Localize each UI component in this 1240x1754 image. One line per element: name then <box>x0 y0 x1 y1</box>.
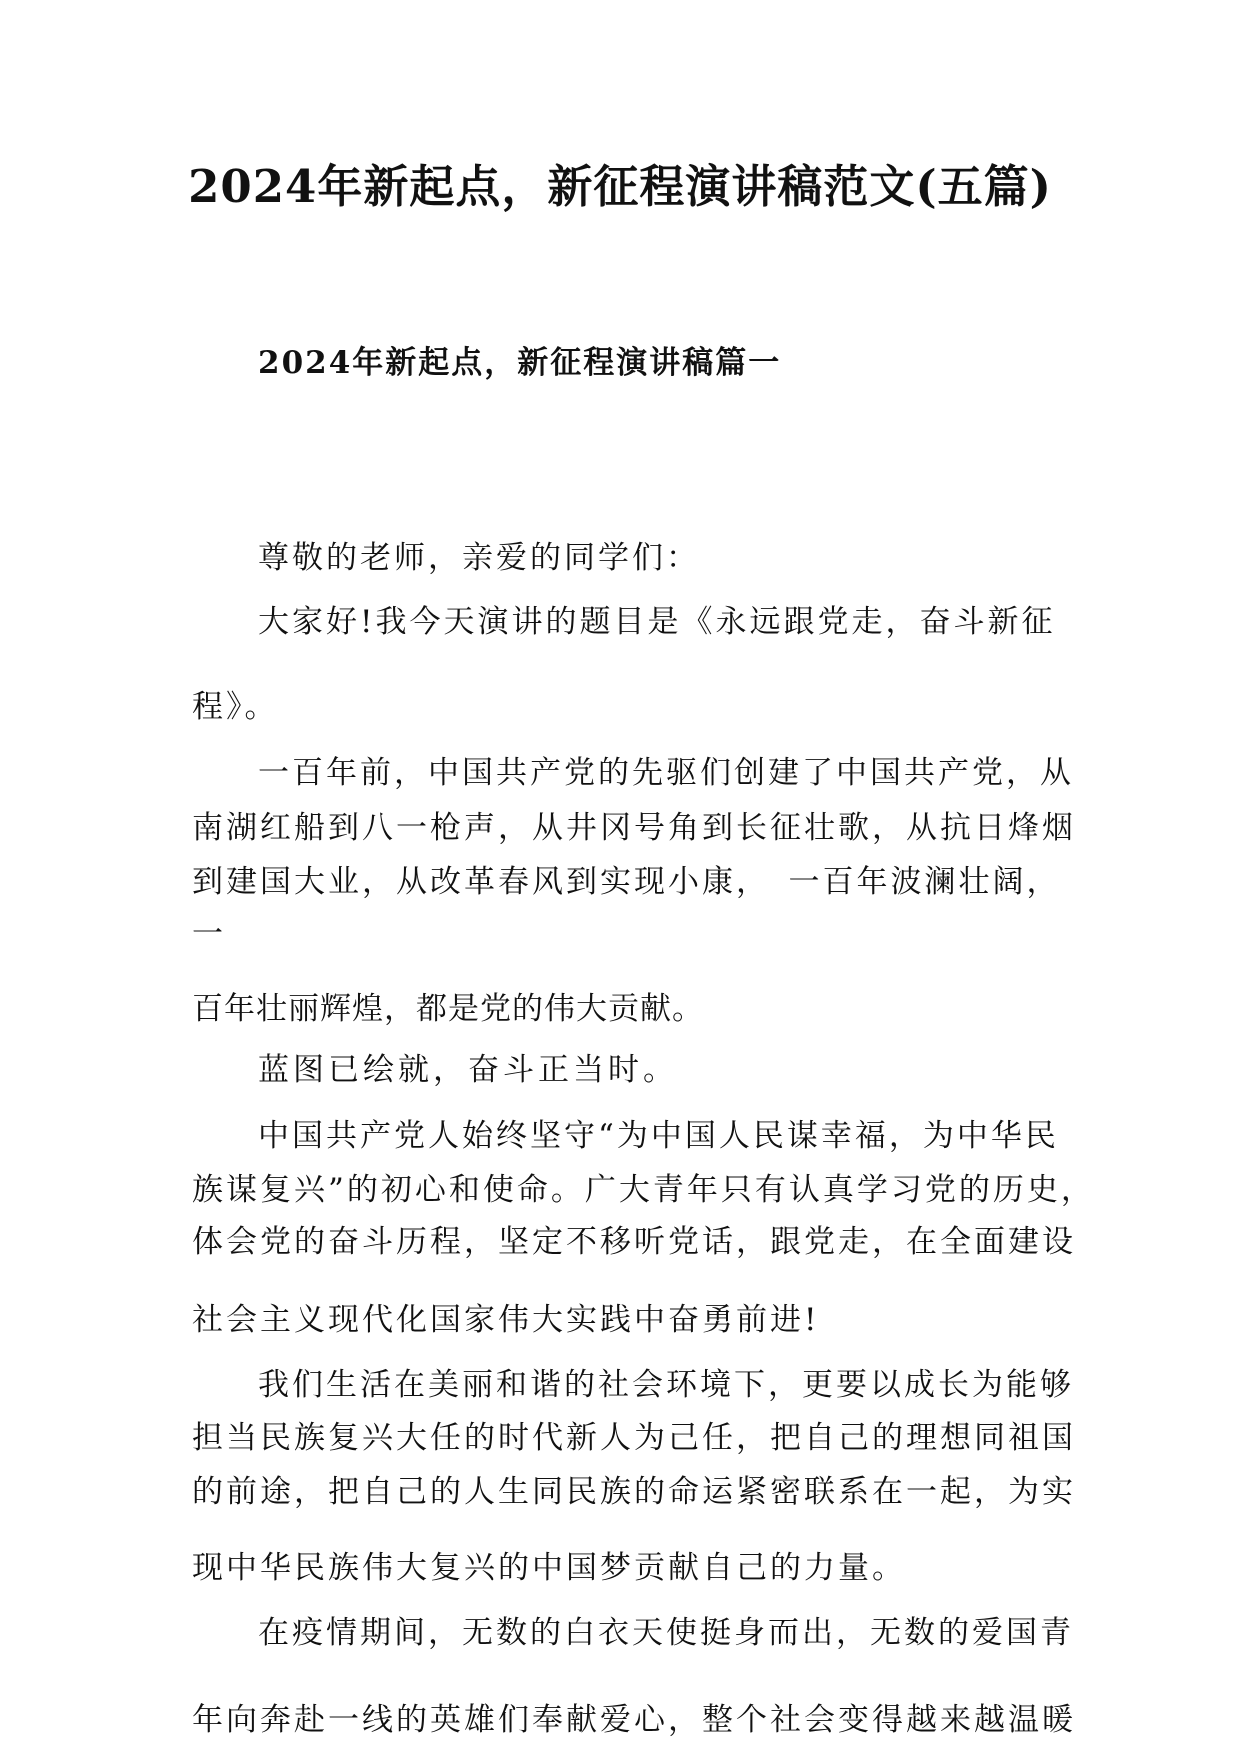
paragraph-line: 蓝图已绘就，奋斗正当时。 <box>258 1052 678 1088</box>
paragraph-line: 我们生活在美丽和谐的社会环境下，更要以成长为能够 <box>258 1367 1074 1403</box>
paragraph-line: 到建国大业，从改革春风到实现小康， 一百年波澜壮阔， <box>192 864 1061 900</box>
paragraph-line: 年向奔赴一线的英雄们奉献爱心，整个社会变得越来越温暖 <box>192 1702 1076 1738</box>
paragraph-line: 一百年前，中国共产党的先驱们创建了中国共产党，从 <box>258 755 1074 791</box>
paragraph-line: 大家好!我今天演讲的题目是《永远跟党走，奋斗新征 <box>258 604 1056 640</box>
paragraph-line: 百年壮丽辉煌，都是党的伟大贡献。 <box>192 991 704 1027</box>
document-title: 2024年新起点，新征程演讲稿范文(五篇) <box>188 160 1052 213</box>
paragraph-line: 担当民族复兴大任的时代新人为己任，把自己的理想同祖国 <box>192 1420 1076 1456</box>
paragraph-line: 程》。 <box>192 689 279 725</box>
paragraph-line: 尊敬的老师，亲爱的同学们： <box>258 540 700 576</box>
paragraph-line: 中国共产党人始终坚守“为中国人民谋幸福，为中华民 <box>258 1118 1059 1154</box>
paragraph-line: 南湖红船到八一枪声，从井冈号角到长征壮歌，从抗日烽烟 <box>192 810 1076 846</box>
paragraph-line: 族谋复兴”的初心和使命。广大青年只有认真学习党的历史， <box>192 1172 1095 1208</box>
paragraph-line: 一 <box>192 916 226 952</box>
paragraph-line: 体会党的奋斗历程，坚定不移听党话，跟党走，在全面建设 <box>192 1224 1076 1260</box>
paragraph-line: 的前途，把自己的人生同民族的命运紧密联系在一起，为实 <box>192 1474 1076 1510</box>
paragraph-line: 现中华民族伟大复兴的中国梦贡献自己的力量。 <box>192 1550 906 1586</box>
section-heading: 2024年新起点，新征程演讲稿篇一 <box>258 345 782 381</box>
paragraph-line: 在疫情期间，无数的白衣天使挺身而出，无数的爱国青 <box>258 1615 1074 1651</box>
paragraph-line: 社会主义现代化国家伟大实践中奋勇前进! <box>192 1302 820 1338</box>
